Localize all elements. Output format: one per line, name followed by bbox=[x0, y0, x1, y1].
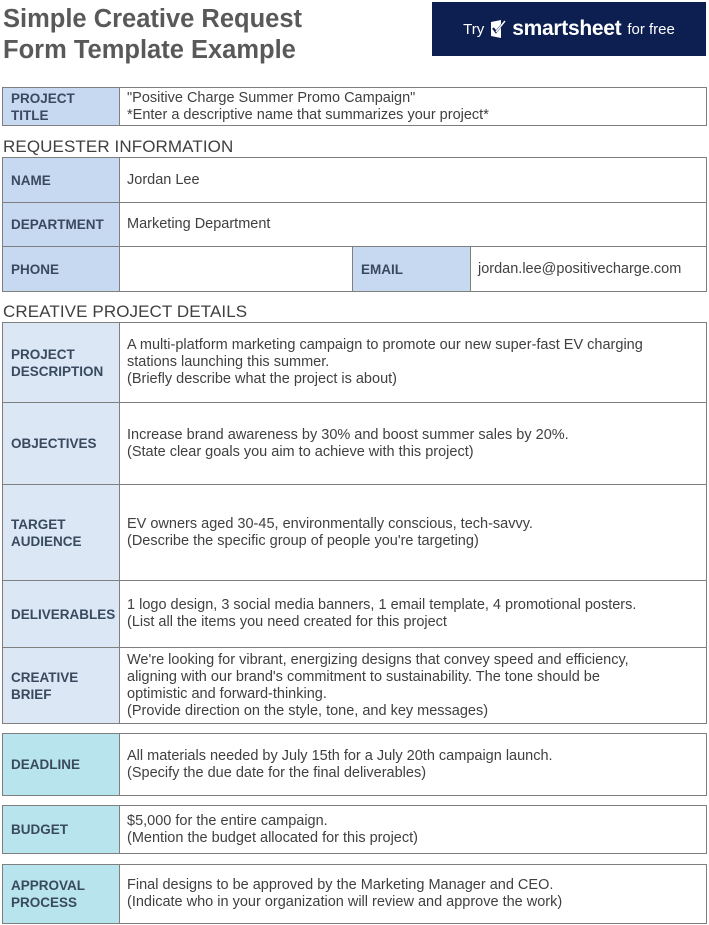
creative-brief-line-2: aligning with our brand's commitment to sustainability. The tone should be bbox=[127, 668, 600, 685]
name-label: NAME bbox=[3, 158, 120, 203]
deliverables-line-1: 1 logo design, 3 social media banners, 1 email template, 4 promotional posters. bbox=[127, 597, 637, 613]
objectives-label: OBJECTIVES bbox=[3, 403, 120, 485]
target-audience-label-2: AUDIENCE bbox=[11, 533, 82, 549]
project-description-label-2: DESCRIPTION bbox=[11, 363, 104, 379]
creative-brief-label bbox=[3, 648, 120, 724]
page-title-line-1: Simple Creative Request bbox=[3, 5, 303, 33]
project-description-hint: (Briefly describe what the project is about) bbox=[127, 371, 397, 387]
project-description-line-2: stations launching this summer. bbox=[127, 354, 330, 370]
project-description-row bbox=[3, 323, 707, 403]
project-title-table bbox=[2, 87, 707, 126]
approval-label-2: PROCESS bbox=[11, 895, 78, 910]
banner-try: Try bbox=[463, 20, 485, 38]
budget-field[interactable] bbox=[120, 806, 707, 854]
email-field[interactable]: jordan.lee@positivecharge.com bbox=[471, 247, 707, 292]
deadline-label: DEADLINE bbox=[3, 734, 120, 796]
phone-label: PHONE bbox=[3, 247, 120, 292]
project-title-field[interactable] bbox=[120, 88, 707, 126]
project-title-hint: *Enter a descriptive name that summarizes your project* bbox=[127, 106, 489, 123]
details-heading: CREATIVE PROJECT DETAILS bbox=[3, 302, 248, 321]
budget-table bbox=[2, 805, 707, 854]
approval-table bbox=[2, 864, 707, 924]
creative-brief-line-1: We're looking for vibrant, energizing designs that convey speed and efficiency, bbox=[127, 651, 629, 668]
smartsheet-logo-icon bbox=[490, 19, 508, 39]
budget-label: BUDGET bbox=[3, 806, 120, 854]
target-audience-label-1: TARGET bbox=[11, 516, 66, 532]
creative-brief-line-3: optimistic and forward-thinking. bbox=[127, 685, 327, 702]
target-audience-field[interactable] bbox=[120, 485, 707, 581]
department-label: DEPARTMENT bbox=[3, 203, 120, 247]
deliverables-hint: (List all the items you need created for this project bbox=[127, 614, 447, 630]
requester-heading: REQUESTER INFORMATION bbox=[3, 137, 234, 156]
project-description-field[interactable] bbox=[120, 323, 707, 403]
target-audience-row bbox=[3, 485, 707, 581]
approval-line-1: Final designs to be approved by the Marketing Manager and CEO. bbox=[127, 877, 554, 893]
creative-brief-label-2: BRIEF bbox=[11, 686, 52, 702]
approval-hint: (Indicate who in your organization will review and approve the work) bbox=[127, 894, 563, 910]
deliverables-row bbox=[3, 581, 707, 648]
objectives-row bbox=[3, 403, 707, 485]
smartsheet-banner[interactable] bbox=[432, 2, 706, 56]
department-field[interactable]: Marketing Department bbox=[120, 203, 707, 247]
project-description-label-1: PROJECT bbox=[11, 346, 75, 362]
banner-suffix: for free bbox=[627, 20, 675, 38]
project-title-label: PROJECT TITLE bbox=[3, 88, 120, 126]
department-row bbox=[3, 203, 707, 247]
email-label: EMAIL bbox=[353, 247, 471, 292]
project-title-row bbox=[3, 88, 707, 126]
deliverables-label: DELIVERABLES bbox=[3, 581, 120, 648]
approval-label bbox=[3, 865, 120, 924]
page-title-line-2: Form Template Example bbox=[3, 36, 296, 64]
budget-row bbox=[3, 806, 707, 854]
project-description-label bbox=[3, 323, 120, 403]
objectives-line-1: Increase brand awareness by 30% and boost summer sales by 20%. bbox=[127, 426, 569, 443]
project-title-value: "Positive Charge Summer Promo Campaign" bbox=[127, 89, 416, 106]
objectives-field[interactable] bbox=[120, 403, 707, 485]
deadline-hint: (Specify the due date for the final deliverables) bbox=[127, 764, 427, 781]
creative-brief-field[interactable] bbox=[120, 648, 707, 724]
budget-line-1: $5,000 for the entire campaign. bbox=[127, 812, 328, 829]
deadline-row bbox=[3, 734, 707, 796]
deliverables-field[interactable] bbox=[120, 581, 707, 648]
approval-label-1: APPROVAL bbox=[11, 878, 86, 893]
phone-field[interactable] bbox=[120, 247, 353, 292]
deadline-field[interactable] bbox=[120, 734, 707, 796]
approval-field[interactable] bbox=[120, 865, 707, 924]
phone-email-row bbox=[3, 247, 707, 292]
details-table bbox=[2, 322, 707, 724]
creative-brief-hint: (Provide direction on the style, tone, and key messages) bbox=[127, 702, 489, 719]
target-audience-line-1: EV owners aged 30-45, environmentally conscious, tech-savvy. bbox=[127, 515, 533, 532]
requester-table bbox=[2, 157, 707, 292]
objectives-hint: (State clear goals you aim to achieve with this project) bbox=[127, 443, 474, 460]
banner-brand: smartsheet bbox=[512, 17, 622, 40]
deadline-line-1: All materials needed by July 15th for a July 20th campaign launch. bbox=[127, 747, 553, 764]
creative-brief-row bbox=[3, 648, 707, 724]
creative-brief-label-1: CREATIVE bbox=[11, 669, 79, 685]
page-title bbox=[3, 4, 302, 66]
budget-hint: (Mention the budget allocated for this project) bbox=[127, 829, 418, 846]
approval-row bbox=[3, 865, 707, 924]
target-audience-hint: (Describe the specific group of people you're targeting) bbox=[127, 532, 479, 549]
target-audience-label bbox=[3, 485, 120, 581]
name-row bbox=[3, 158, 707, 203]
name-field[interactable]: Jordan Lee bbox=[120, 158, 707, 203]
deadline-table bbox=[2, 733, 707, 796]
project-description-line-1: A multi-platform marketing campaign to promote our new super-fast EV charging bbox=[127, 337, 643, 353]
